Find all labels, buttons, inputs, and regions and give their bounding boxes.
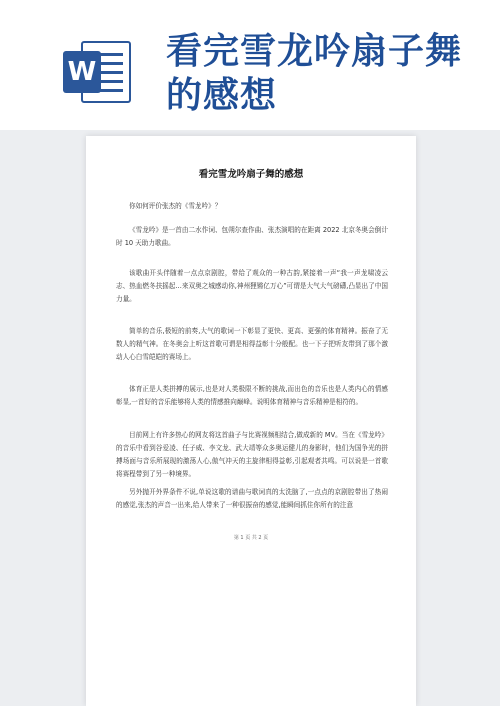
document-paragraph: 另外抛开外界条件不说,单说这歌的谱曲与歌词真的太洗脑了,一点点的京剧腔带出了热闹的感觉,张杰的声音一出来,给人带来了一种很振奋的感觉,能瞬间抓住你所有的注意 (116, 488, 388, 509)
document-title: 看完雪龙吟扇子舞的感想 (198, 169, 304, 180)
document-paragraph: 简单的音乐,极短的前奏,大气的歌词一下彰显了更快、更高、更强的体育精神。振奋了无数人的精气神。在冬奥会上听这首歌可谓是相得益彰十分般配。也一下子把听友带到了那个激动人心白雪皑皑的赛场上。 (116, 327, 388, 361)
word-logo-badge: W (63, 51, 101, 93)
banner-title: 看完雪龙吟扇子舞的感想 (166, 31, 463, 116)
document-paragraph: 体育正是人类拼搏的展示,也是对人类极限不断的挑战,而出色的音乐也是人类内心的情感彰显,一首好的音乐能够将人类的情感推向巅峰。说明体育精神与音乐精神是相符的。 (116, 385, 388, 406)
page-number: 第 1 页 共 2 页 (233, 535, 269, 541)
document-paragraph: 你如何评价张杰的《雪龙吟》？ (129, 202, 222, 210)
document-paragraph: 该歌曲开头伴随着一点点京剧腔，带给了观众的一种古韵,紧接着一声“我一声龙啸凌云志、热血燃冬扶摇起...来双奥之城感动你,神州狸锵亿万心”可谓是大气大气磅礴,凸显出了中国力量。 (116, 269, 388, 303)
document-paragraph: 目前网上有许多热心的网友将这首曲子与比赛视频相结合,做成新的 MV。当在《雪龙吟》的音乐中看到谷爱凌、任子威、李文龙、武大靖等众多奥运健儿的身影时，他们为国争光的拼搏场面与音乐所展现的激荡人心,傲气冲天的主旋律相得益彰,引起观者共鸣。可以说是一首歌将赛程带到了另一种境界。 (116, 431, 388, 478)
word-document-icon (63, 37, 133, 107)
document-page (86, 136, 416, 706)
document-paragraph: 《雪龙吟》是一首由二水作词、包朔尔查作曲、张杰演唱的在距离 2022 北京冬奥会倒计时 10 天助力歌曲。 (116, 226, 388, 247)
